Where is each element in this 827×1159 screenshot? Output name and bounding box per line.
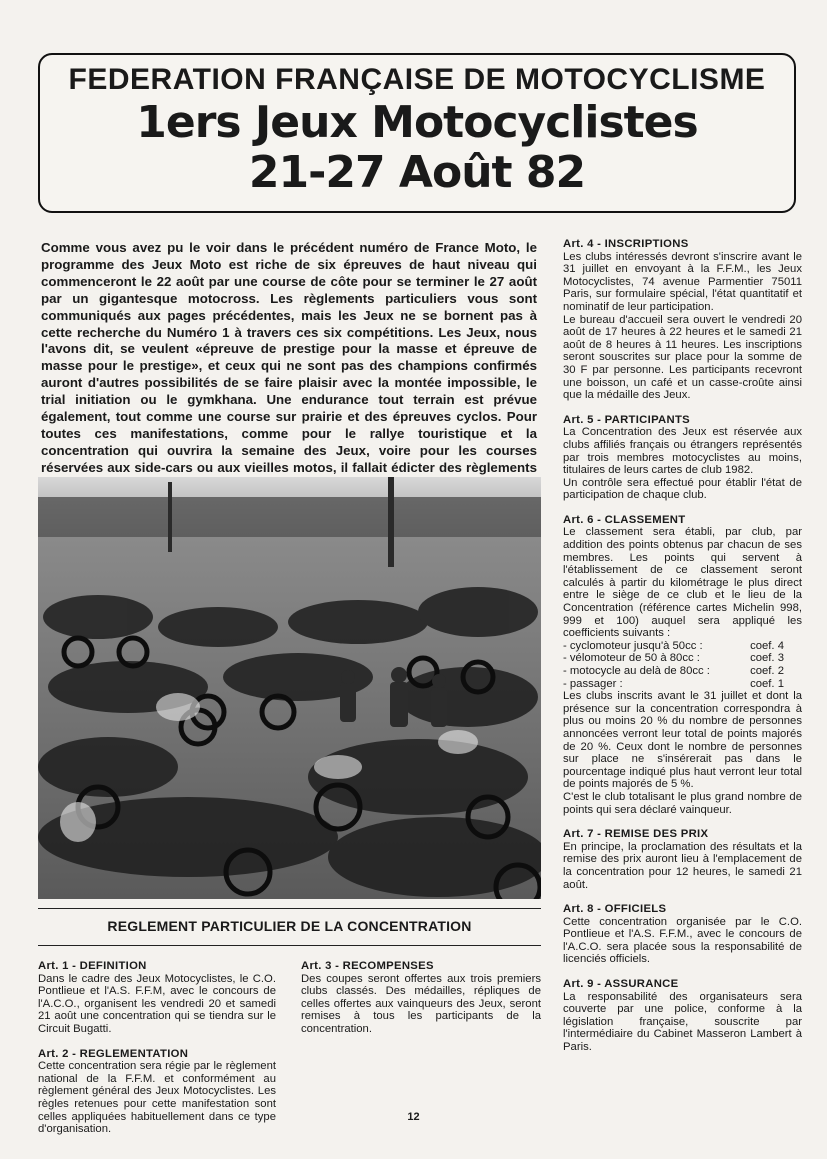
coefficient-row [563, 640, 802, 653]
coefficient-value: coef. 1 [750, 677, 784, 690]
event-dates: 21-27 Août 82 [248, 147, 586, 198]
coefficient-row [563, 678, 802, 691]
article-text: Les clubs intéressés devront s'inscrire avant le 31 juillet en envoyant à la F.F.M., les Jeux Motocyclistes, 74 avenue Parmentier 75011 Paris, sur formulaire spécial, l'état quantitatif et nominatif de leur participation. [563, 250, 802, 313]
article-title: Art. 3 - RECOMPENSES [301, 960, 434, 972]
coefficient-value: coef. 3 [750, 652, 784, 665]
article-3 [301, 960, 541, 1036]
coefficient-label: - motocycle au delà de 80cc : [563, 665, 710, 677]
article-text: Le bureau d'accueil sera ouvert le vendredi 20 août de 17 heures à 22 heures et le samedi 21 août de 8 heures à 11 heures. Les inscriptions seront souscrites sur place pour la somme de 30 F par personne. Les participants recevront une boisson, un café et un casse-croûte ainsi que la médaille des Jeux. [563, 313, 802, 402]
article-text: C'est le club totalisant le plus grand nombre de points qui sera déclaré vainqueur. [563, 790, 802, 816]
article-text: En principe, la proclamation des résultats et la remise des prix auront lieu à l'emplacement de la concentration pour 12 heures, le samedi 21 août. [563, 840, 802, 891]
article-1 [38, 960, 276, 1036]
article-title: Art. 2 - REGLEMENTATION [38, 1047, 189, 1060]
coefficient-row [563, 652, 802, 665]
intro-paragraph: Comme vous avez pu le voir dans le précédent numéro de France Moto, le programme des Jeux Moto est riche de six épreuves de haut niveau qui commenceront le 22 août par une course de côte pour se terminer le 27 août par un gigantesque motocross. Les règlements particuliers vous sont communiqués aux pages précédentes, mais les Jeux ne se bornent pas à cette recherche du Numéro 1 à travers ces six compétitions. Les Jeux, nous l'avons dit, se veulent «épreuve de prestige pour la masse et épreuve de masse pour le prestige», et ceux qui ne sont pas des champions confirmés auront d'autres possibilités de se faire plaisir avec la montée impossible, le trial initiation ou le gymkhana. Une endurance tout terrain est prévue également, tout comme une course sur prairie et des épreuves cyclos. Pour toutes ces manifestations, comme pour le rallye touristique et la concentration qui ouvrira la semaine des Jeux, voire pour les courses réservées aux side-cars ou aux vieilles motos, il fallait édicter des règlements [41, 240, 537, 475]
coefficient-label: - vélomoteur de 50 à 80cc : [563, 652, 700, 665]
article-5 [563, 414, 802, 502]
article-text: Un contrôle sera effectué pour établir l'état de participation de chaque club. [563, 476, 802, 502]
article-9 [563, 978, 802, 1054]
coefficient-row [563, 665, 802, 678]
article-title: Art. 7 - REMISE DES PRIX [563, 828, 709, 841]
event-title: 1ers Jeux Motocyclistes [136, 97, 698, 148]
article-title: Art. 5 - PARTICIPANTS [563, 413, 691, 426]
article-text: Cette concentration sera régie par le règlement national de la F.F.M. et conformément au règlement général des Jeux Motocyclistes. Les règles retenues pour cette manifestation sont celles appliquées habituellement dans ce type d'organisation. [38, 1060, 276, 1136]
concentration-section-title: REGLEMENT PARTICULIER DE LA CONCENTRATION [38, 908, 541, 946]
right-column [563, 238, 802, 1066]
article-title: Art. 8 - OFFICIELS [563, 903, 667, 916]
article-8 [563, 903, 802, 966]
article-6 [563, 514, 802, 816]
article-title: Art. 4 - INSCRIPTIONS [563, 238, 689, 250]
article-text: Dans le cadre des Jeux Motocyclistes, le C.O. Pontlieue et l'A.S. F.F.M, avec le concours de l'A.C.O., organisent les vendredi 20 et samedi 21 août une concentration qui se tiendra sur le Circuit Bugatti. [38, 972, 276, 1035]
photo-illustration [38, 477, 541, 899]
article-4 [563, 238, 802, 402]
article-text: Des coupes seront offertes aux trois premiers clubs classés. Des médailles, répliques de celles offertes aux vainqueurs des Jeux, seront remises à tous les participants de la concentration. [301, 972, 541, 1035]
motorcycles-photo [38, 477, 541, 899]
coefficient-value: coef. 4 [750, 639, 784, 652]
bottom-column-middle [301, 960, 541, 1048]
coefficient-label: - passager : [563, 677, 623, 690]
article-text: Les clubs inscrits avant le 31 juillet et dont la présence sur la concentration correspondra à plus ou moins 20 % du nombre de personnes annoncées verront leur total de points majorés de 20 %. Ceux dont le nombre de personnes sur place ne s'insérerait pas dans le pourcentage indiqué plus haut verront leur total de points majorés de 5 %. [563, 690, 802, 791]
article-title: Art. 9 - ASSURANCE [563, 978, 679, 991]
article-text: La responsabilité des organisateurs sera couverte par une police, conforme à la législation française, souscrite par l'intermédiaire du Cabinet Masseron Lambert à Paris. [563, 990, 802, 1054]
page-number: 12 [407, 1111, 420, 1123]
header-box [38, 53, 796, 213]
coefficient-label: - cyclomoteur jusqu'à 50cc : [563, 639, 703, 652]
federation-title: FEDERATION FRANÇAISE DE MOTOCYCLISME [68, 63, 766, 96]
coefficient-value: coef. 2 [750, 665, 784, 677]
article-title: Art. 1 - DEFINITION [38, 960, 147, 972]
article-text: Cette concentration organisée par le C.O. Pontlieue et l'A.S. F.F.M., avec le concours de l'A.C.O. sera placée sous la responsabilité de licenciés officiels. [563, 915, 802, 966]
article-text: Le classement sera établi, par club, par addition des points obtenus par chacun de ses membres. Les points qui servent à l'établissement de ce classement seront calculés à partir du kilométrage le plus direct entre le siège de ce club et le lieu de la Concentration (référence cartes Michelin 998, 999 et 100) auquel sera appliqué les coefficients suivants : [563, 526, 802, 640]
article-title: Art. 6 - CLASSEMENT [563, 513, 686, 526]
article-text: La Concentration des Jeux est réservée aux clubs affiliés français ou étrangers représentés par trois membres motocyclistes au moins, titulaires de leurs cartes de club 1982. [563, 426, 802, 477]
article-7 [563, 828, 802, 891]
